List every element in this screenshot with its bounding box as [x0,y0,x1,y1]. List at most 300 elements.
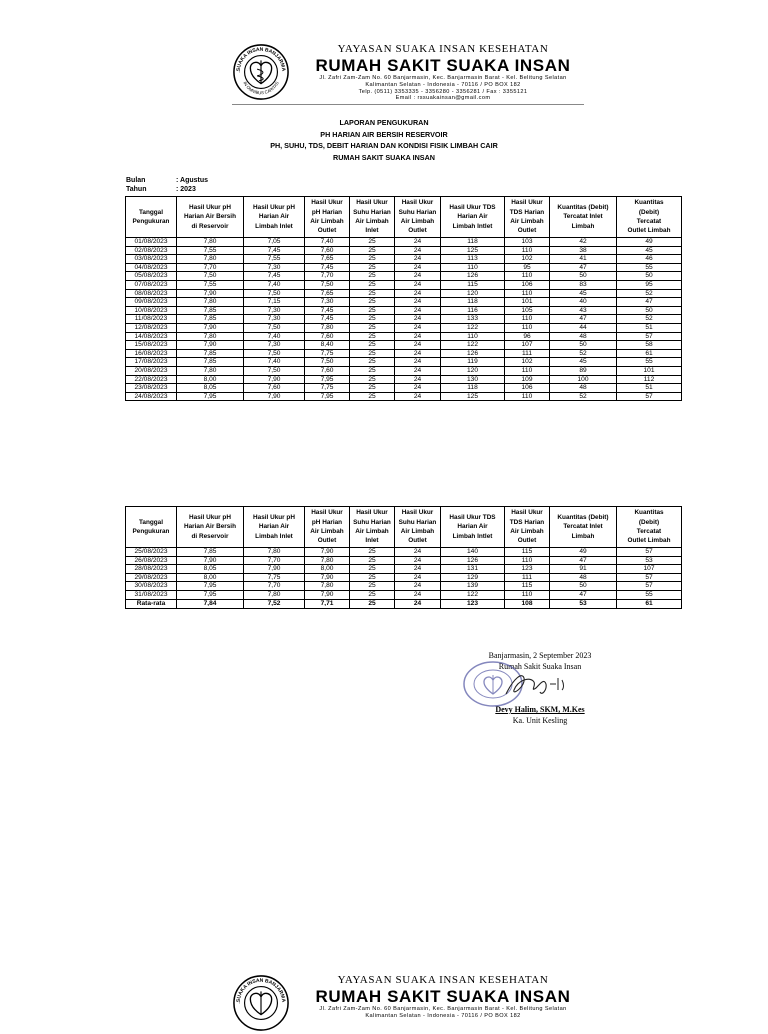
value-cell: 7,80 [305,323,350,332]
value-cell: 7,90 [305,548,350,557]
date-cell: 07/08/2023 [126,280,177,289]
logo-arc-bottom-text: IN OMNIBUS CARITAS [242,80,280,96]
value-cell: 40 [550,298,617,307]
value-cell: 122 [441,323,505,332]
hospital-logo-icon [232,974,290,1032]
value-cell: 7,80 [244,548,305,557]
address-line-1: Jl. Zafri Zam-Zam No. 60 Banjarmasin, Kec. Banjarmasin Barat - Kel. Belitung Selatan [319,75,567,81]
value-cell: 101 [505,298,550,307]
date-cell: 09/08/2023 [126,298,177,307]
value-cell: 45 [550,358,617,367]
column-header [395,197,441,238]
value-cell: 25 [350,548,395,557]
column-header-line: TDS Harian [509,518,545,526]
value-cell: 7,55 [177,280,244,289]
column-header-line: Suhu Harian [353,208,391,216]
value-cell: 7,55 [177,246,244,255]
column-header [126,507,177,548]
column-header-line: di Reservoir [191,532,229,540]
table-row [126,298,682,307]
value-cell: 7,80 [177,255,244,264]
column-header-line: Kuantitas (Debit) [557,513,609,521]
value-cell: 131 [441,565,505,574]
date-cell: 30/08/2023 [126,582,177,591]
value-cell: 109 [505,375,550,384]
date-cell: 11/08/2023 [126,315,177,324]
value-cell: 25 [350,306,395,315]
date-cell: 17/08/2023 [126,358,177,367]
value-cell: 52 [617,289,682,298]
value-cell: 115 [505,582,550,591]
column-header-line: Inlet [365,227,379,235]
report-title [0,117,768,163]
value-cell: 110 [505,323,550,332]
date-cell: 05/08/2023 [126,272,177,281]
value-cell: 47 [550,556,617,565]
value-cell: 122 [441,341,505,350]
value-cell: 123 [505,565,550,574]
value-cell: 7,70 [244,582,305,591]
value-cell: 57 [617,582,682,591]
value-cell: 41 [550,255,617,264]
value-cell: 25 [350,358,395,367]
value-cell: 25 [350,375,395,384]
column-header [177,197,244,238]
value-cell: 24 [395,556,441,565]
value-cell: 7,50 [177,272,244,281]
column-header-line: Hasil Ukur pH [253,203,295,211]
average-row [126,599,682,609]
table-row [126,582,682,591]
value-cell: 7,95 [177,582,244,591]
average-value: 53 [550,599,617,609]
table-row [126,565,682,574]
value-cell: 110 [505,246,550,255]
value-cell: 25 [350,349,395,358]
column-header-line: Air Limbah [400,218,435,225]
table-row [126,263,682,272]
column-header-line: Limbah Inlet [255,222,293,230]
value-cell: 50 [550,272,617,281]
value-cell: 120 [441,366,505,375]
value-cell: 7,45 [244,246,305,255]
value-cell: 7,90 [244,375,305,384]
value-cell: 52 [617,315,682,324]
date-cell: 28/08/2023 [126,565,177,574]
value-cell: 7,90 [305,573,350,582]
value-cell: 111 [505,349,550,358]
address-line-2: Kalimantan Selatan - Indonesia - 70116 / PO BOX 182 [365,1012,521,1019]
table-row [126,366,682,375]
column-header-line: Harian Air [258,523,290,531]
value-cell: 7,80 [305,556,350,565]
value-cell: 52 [550,349,617,358]
value-cell: 50 [550,582,617,591]
column-header-line: pH Harian [311,518,343,526]
value-cell: 7,90 [177,556,244,565]
value-cell: 7,40 [305,238,350,247]
table-row [126,375,682,384]
signer-position: Ka. Unit Kesling [512,715,568,725]
letterhead-top [232,43,592,103]
column-header-line: Harian Air [457,523,488,531]
column-header-line: Hasil Ukur [401,509,434,517]
value-cell: 140 [441,548,505,557]
date-cell: 24/08/2023 [126,392,177,401]
value-cell: 8,05 [177,384,244,393]
column-header-line: Kuantitas [634,199,664,207]
date-cell: 22/08/2023 [126,375,177,384]
sign-institution: Rumah Sakit Suaka Insan [498,661,582,671]
value-cell: 118 [441,238,505,247]
value-cell: 51 [617,384,682,393]
value-cell: 7,30 [244,306,305,315]
value-cell: 7,90 [305,590,350,599]
value-cell: 7,95 [177,392,244,401]
column-header [350,197,395,238]
email-line: Email : rssuakainsan@gmail.com [395,95,491,102]
column-header-line: (Debit) [638,208,660,216]
value-cell: 57 [617,392,682,401]
date-cell: 14/08/2023 [126,332,177,341]
value-cell: 24 [395,315,441,324]
value-cell: 7,80 [244,590,305,599]
value-cell: 25 [350,246,395,255]
value-cell: 7,70 [305,272,350,281]
logo-arc-top-text: .SUAKA INSAN BANJARMA [235,46,287,73]
column-header-line: Kuantitas [634,509,664,517]
value-cell: 110 [505,289,550,298]
value-cell: 50 [550,341,617,350]
value-cell: 110 [505,392,550,401]
date-cell: 23/08/2023 [126,384,177,393]
value-cell: 58 [617,341,682,350]
value-cell: 45 [550,289,617,298]
value-cell: 7,95 [305,375,350,384]
column-header-line: Harian Air [258,213,290,221]
bulan-value: : Agustus [176,177,209,184]
value-cell: 7,40 [244,332,305,341]
table-row [126,272,682,281]
date-cell: 26/08/2023 [126,556,177,565]
value-cell: 101 [617,366,682,375]
column-header-line: Air Limbah [510,218,544,225]
value-cell: 50 [617,272,682,281]
report-title-line-4: RUMAH SAKIT SUAKA INSAN [333,152,435,162]
value-cell: 129 [441,573,505,582]
value-cell: 7,50 [244,323,305,332]
svg-text:RS.SUAKA INSAN BANJARMASIN [232,974,286,1004]
value-cell: 8,00 [177,573,244,582]
value-cell: 24 [395,238,441,247]
column-header-line: Outlet [408,227,427,235]
value-cell: 24 [395,349,441,358]
value-cell: 25 [350,238,395,247]
value-cell: 8,40 [305,341,350,350]
tahun-value: : 2023 [176,186,196,193]
column-header [505,507,550,548]
value-cell: 7,85 [177,548,244,557]
value-cell: 113 [441,255,505,264]
value-cell: 24 [395,332,441,341]
column-header-line: Inlet [365,537,379,545]
value-cell: 7,80 [177,332,244,341]
value-cell: 7,85 [177,349,244,358]
table-row [126,384,682,393]
column-header-line: Limbah Inlet [255,532,293,540]
column-header-line: Hasil Ukur [511,199,543,207]
value-cell: 7,75 [244,573,305,582]
value-cell: 7,75 [305,384,350,393]
column-header-line: Hasil Ukur [511,509,543,517]
value-cell: 91 [550,565,617,574]
value-cell: 7,45 [244,272,305,281]
value-cell: 57 [617,573,682,582]
value-cell: 38 [550,246,617,255]
column-header [126,197,177,238]
value-cell: 110 [505,556,550,565]
value-cell: 110 [441,263,505,272]
logo-arc-top-text: .SUAKA INSAN BANJARMA [235,977,287,1004]
value-cell: 122 [441,590,505,599]
table-row [126,573,682,582]
value-cell: 52 [550,392,617,401]
table-row [126,332,682,341]
column-header-line: Outlet Limbah [627,227,671,235]
table-row [126,358,682,367]
address-line-1: Jl. Zafri Zam-Zam No. 60 Banjarmasin, Kec. Banjarmasin Barat - Kel. Belitung Selatan [319,1006,567,1012]
value-cell: 115 [441,280,505,289]
date-cell: 31/08/2023 [126,590,177,599]
value-cell: 7,40 [244,280,305,289]
column-header-line: pH Harian [311,208,343,216]
date-cell: 12/08/2023 [126,323,177,332]
value-cell: 24 [395,306,441,315]
average-value: 7,71 [305,599,350,609]
value-cell: 7,60 [305,366,350,375]
column-header-line: Limbah Intlet [452,532,493,540]
value-cell: 24 [395,548,441,557]
value-cell: 44 [550,323,617,332]
table-row [126,238,682,247]
column-header-line: Tercatat Inlet [563,523,603,531]
value-cell: 102 [505,255,550,264]
sign-place-date: Banjarmasin, 2 September 2023 [488,651,592,660]
letterhead-divider [232,104,584,105]
measurement-table-2 [125,506,682,609]
value-cell: 24 [395,582,441,591]
column-header-line: Hasil Ukur pH [189,203,231,211]
value-cell: 107 [617,565,682,574]
value-cell: 7,70 [244,556,305,565]
column-header-line: Outlet [317,537,337,545]
value-cell: 7,60 [305,332,350,341]
value-cell: 7,95 [305,392,350,401]
hospital-name: RUMAH SAKIT SUAKA INSAN [315,987,571,1006]
table-row [126,306,682,315]
date-cell: 10/08/2023 [126,306,177,315]
column-header-line: Limbah Intlet [452,222,493,230]
handwritten-signature-icon [500,668,572,702]
value-cell: 49 [550,548,617,557]
value-cell: 53 [617,556,682,565]
value-cell: 7,90 [244,565,305,574]
value-cell: 24 [395,246,441,255]
value-cell: 25 [350,366,395,375]
value-cell: 83 [550,280,617,289]
value-cell: 25 [350,565,395,574]
column-header-line: Hasil Ukur TDS [449,513,496,521]
value-cell: 7,30 [244,315,305,324]
column-header-line: Tanggal [138,208,164,216]
value-cell: 57 [617,332,682,341]
date-cell: 25/08/2023 [126,548,177,557]
column-header-line: Pengukuran [132,218,170,225]
value-cell: 50 [617,306,682,315]
average-label: Rata-rata [126,599,177,609]
column-header-line: Hasil Ukur pH [253,513,295,521]
table-row [126,590,682,599]
value-cell: 24 [395,263,441,272]
value-cell: 25 [350,392,395,401]
value-cell: 7,80 [177,298,244,307]
column-header [350,507,395,548]
column-header [305,507,350,548]
value-cell: 7,60 [305,246,350,255]
table-row [126,392,682,401]
table-row [126,341,682,350]
table-body [126,548,682,609]
value-cell: 25 [350,582,395,591]
value-cell: 7,85 [177,358,244,367]
column-header-line: Kuantitas (Debit) [557,203,609,211]
column-header-line: Suhu Harian [353,518,391,526]
table-row [126,548,682,557]
column-header-line: Outlet [517,227,537,235]
value-cell: 24 [395,255,441,264]
table-body [126,238,682,401]
value-cell: 110 [441,332,505,341]
value-cell: 7,50 [305,358,350,367]
column-header [395,507,441,548]
date-cell: 03/08/2023 [126,255,177,264]
value-cell: 47 [550,315,617,324]
column-header-line: Tercatat [636,528,662,535]
value-cell: 7,15 [244,298,305,307]
value-cell: 7,50 [244,289,305,298]
value-cell: 24 [395,565,441,574]
column-header [505,197,550,238]
value-cell: 25 [350,272,395,281]
value-cell: 130 [441,375,505,384]
value-cell: 7,65 [305,289,350,298]
column-header-line: Outlet [408,537,427,545]
value-cell: 96 [505,332,550,341]
average-value: 61 [617,599,682,609]
value-cell: 7,30 [244,341,305,350]
value-cell: 119 [441,358,505,367]
value-cell: 51 [617,323,682,332]
column-header [441,507,505,548]
column-header-line: Hasil Ukur [356,509,388,517]
column-header-line: Pengukuran [132,528,170,535]
table-row [126,323,682,332]
value-cell: 24 [395,573,441,582]
column-header-line: Hasil Ukur [401,199,434,207]
average-value: 24 [395,599,441,609]
value-cell: 107 [505,341,550,350]
value-cell: 139 [441,582,505,591]
value-cell: 25 [350,323,395,332]
value-cell: 24 [395,272,441,281]
value-cell: 24 [395,323,441,332]
value-cell: 118 [441,384,505,393]
value-cell: 46 [617,255,682,264]
value-cell: 110 [505,315,550,324]
value-cell: 48 [550,332,617,341]
column-header-line: Outlet [517,537,537,545]
value-cell: 112 [617,375,682,384]
value-cell: 25 [350,573,395,582]
value-cell: 25 [350,315,395,324]
column-header-line: Outlet [317,227,337,235]
value-cell: 7,50 [244,349,305,358]
value-cell: 120 [441,289,505,298]
value-cell: 8,00 [305,565,350,574]
value-cell: 7,95 [177,590,244,599]
value-cell: 102 [505,358,550,367]
value-cell: 89 [550,366,617,375]
table-header-row [126,197,682,238]
column-header [617,197,682,238]
average-value: 7,84 [177,599,244,609]
value-cell: 24 [395,280,441,289]
value-cell: 126 [441,556,505,565]
value-cell: 111 [505,573,550,582]
value-cell: 110 [505,272,550,281]
average-value: 123 [441,599,505,609]
value-cell: 110 [505,590,550,599]
value-cell: 106 [505,280,550,289]
column-header-line: Hasil Ukur TDS [449,203,496,211]
value-cell: 48 [550,573,617,582]
value-cell: 8,00 [177,375,244,384]
value-cell: 55 [617,263,682,272]
average-value: 7,52 [244,599,305,609]
value-cell: 118 [441,298,505,307]
value-cell: 7,90 [177,289,244,298]
value-cell: 115 [505,548,550,557]
column-header-line: Hasil Ukur [311,199,343,207]
column-header-line: Air Limbah [355,528,389,535]
column-header-line: Hasil Ukur [356,199,388,207]
foundation-name: YAYASAN SUAKA INSAN KESEHATAN [337,974,549,986]
table-row [126,315,682,324]
value-cell: 103 [505,238,550,247]
value-cell: 25 [350,263,395,272]
value-cell: 24 [395,375,441,384]
report-title-line-2: PH HARIAN AIR BERSIH RESERVOIR [320,129,448,139]
value-cell: 42 [550,238,617,247]
table-row [126,246,682,255]
value-cell: 24 [395,392,441,401]
value-cell: 125 [441,392,505,401]
column-header-line: Limbah [571,532,595,540]
measurement-table-1 [125,196,682,401]
report-title-line-3: PH, SUHU, TDS, DEBIT HARIAN DAN KONDISI FISIK LIMBAH CAIR [270,141,498,150]
value-cell: 7,45 [305,263,350,272]
letterhead-bottom [232,974,592,1034]
